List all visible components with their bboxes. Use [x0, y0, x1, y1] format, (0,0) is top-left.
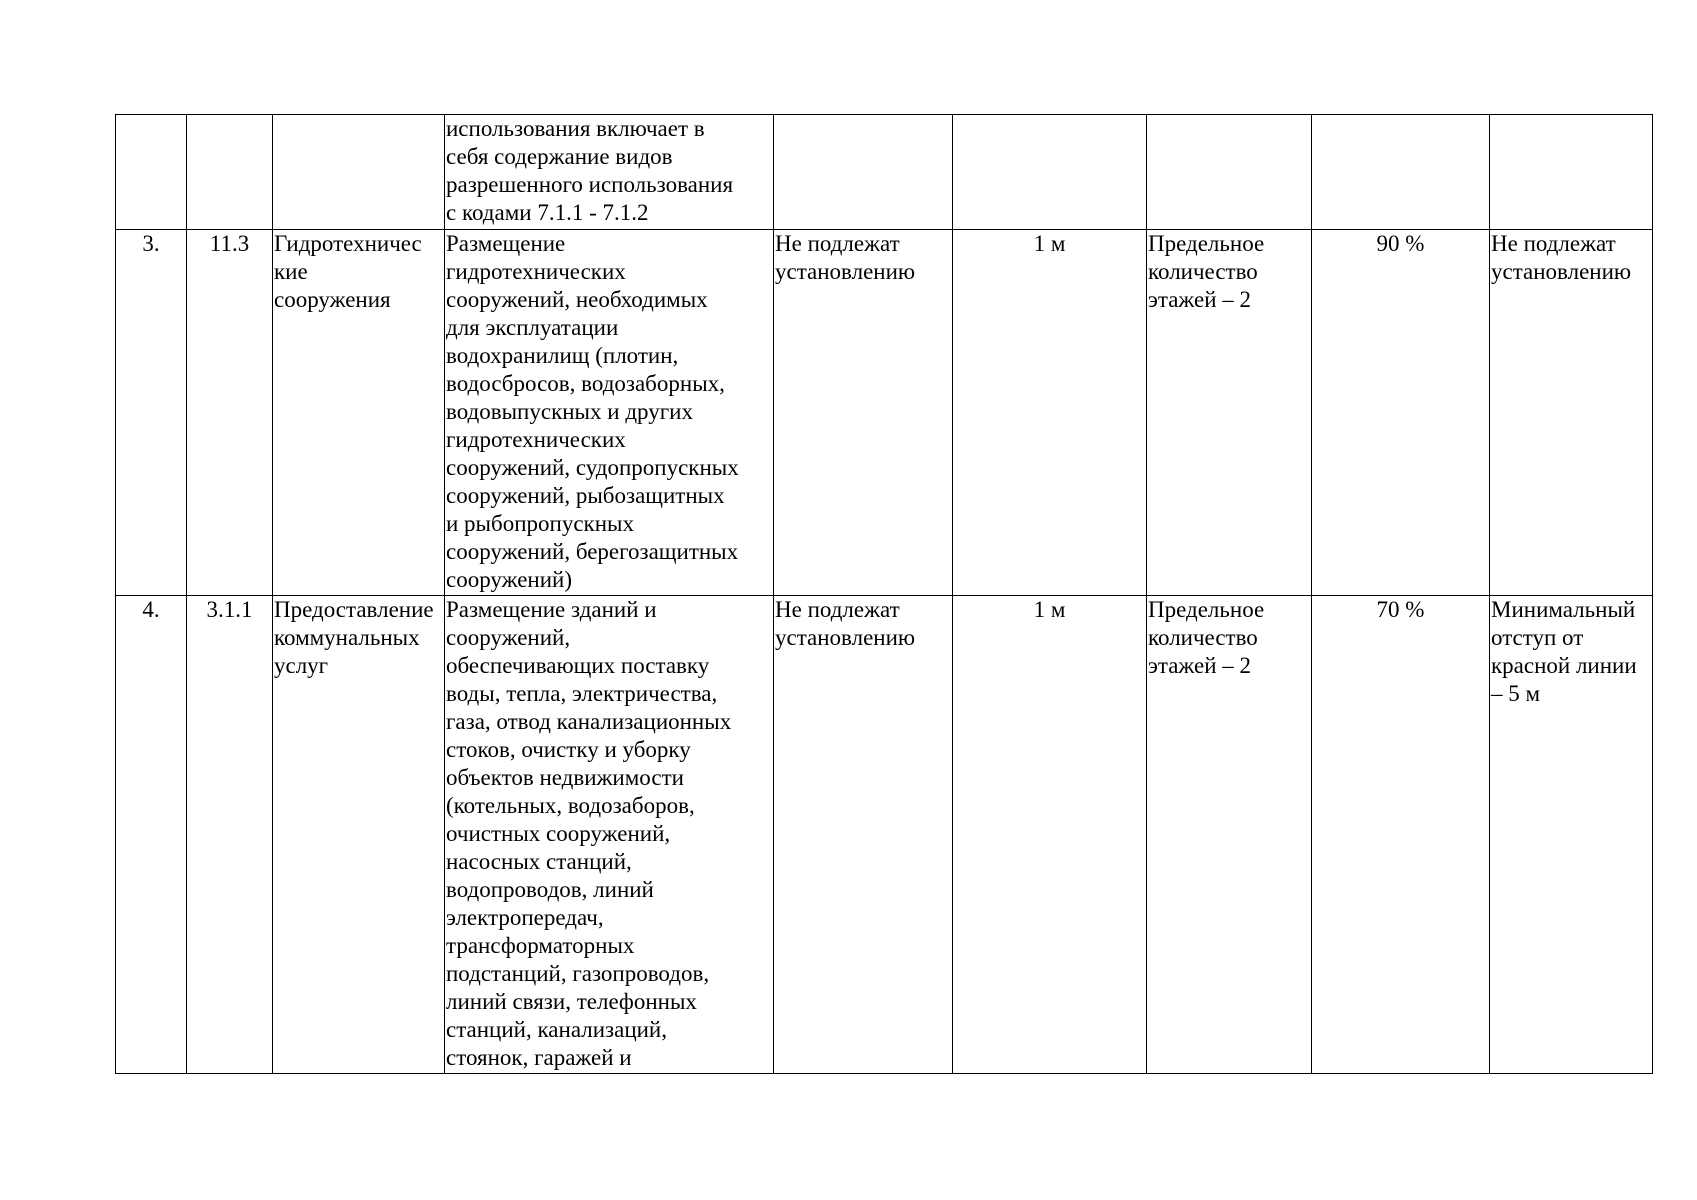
use-name-cell [273, 115, 445, 230]
cell-text-line: использования включает в [446, 116, 705, 141]
cell-text-line: и рыбопропускных [446, 511, 634, 536]
restrictions-cell [1490, 596, 1653, 1074]
cell-text-line: водопроводов, линий [446, 877, 654, 902]
cell-text: 4. [142, 597, 160, 622]
max-floors-cell [1147, 596, 1312, 1074]
cell-text-line: Не подлежат [775, 231, 900, 256]
table-body [116, 115, 1653, 1074]
cell-text-line: насосных станций, [446, 849, 632, 874]
cell-text-line: красной линии [1491, 653, 1637, 678]
cell-text-line: коммунальных [274, 625, 420, 650]
use-code-cell [187, 596, 273, 1074]
cell-text-line: Гидротехничес [274, 231, 422, 256]
cell-text-line: Предоставление [274, 597, 434, 622]
cell-text: 3. [142, 231, 160, 256]
cell-text: 3.1.1 [206, 597, 253, 622]
cell-text-line: – 5 м [1491, 681, 1541, 706]
use-code-cell [187, 230, 273, 596]
cell-text-line: сооружения [274, 287, 391, 312]
row-number-cell [116, 230, 187, 596]
use-code-cell [187, 115, 273, 230]
cell-text: 1 м [1033, 597, 1066, 622]
cell-text-line: Предельное [1148, 597, 1265, 622]
use-description-cell [445, 115, 774, 230]
row-number-cell [116, 115, 187, 230]
cell-text-line: линий связи, телефонных [446, 989, 697, 1014]
cell-text-line: Предельное [1148, 231, 1265, 256]
max-coverage-cell [1312, 230, 1490, 596]
row-number-cell [116, 596, 187, 1074]
use-name-cell [273, 230, 445, 596]
cell-text-line: газа, отвод канализационных [446, 709, 732, 734]
table-row [116, 115, 1653, 230]
cell-text-line: водосбросов, водозаборных, [446, 371, 725, 396]
max-coverage-cell [1312, 115, 1490, 230]
cell-text-line: себя содержание видов [446, 144, 673, 169]
cell-text-line: сооружений, берегозащитных [446, 539, 739, 564]
cell-text-line: этажей – 2 [1148, 287, 1252, 312]
max-floors-cell [1147, 115, 1312, 230]
cell-text-line: кие [274, 259, 308, 284]
restrictions-cell [1490, 230, 1653, 596]
cell-text: 11.3 [209, 231, 250, 256]
regulations-table [115, 114, 1653, 1074]
cell-text-line: (котельных, водозаборов, [446, 793, 695, 818]
cell-text-line: сооружений, необходимых [446, 287, 708, 312]
plot-area-cell [774, 230, 953, 596]
cell-text-line: сооружений) [446, 567, 572, 592]
cell-text-line: стоянок, гаражей и [446, 1045, 632, 1070]
min-setback-cell [953, 115, 1147, 230]
max-coverage-cell [1312, 596, 1490, 1074]
table-row [116, 230, 1653, 596]
cell-text-line: стоков, очистку и уборку [446, 737, 691, 762]
use-description-cell [445, 596, 774, 1074]
cell-text-line: подстанций, газопроводов, [446, 961, 710, 986]
plot-area-cell [774, 115, 953, 230]
min-setback-cell [953, 596, 1147, 1074]
cell-text-line: сооружений, судопропускных [446, 455, 739, 480]
cell-text-line: этажей – 2 [1148, 653, 1252, 678]
cell-text: 1 м [1033, 231, 1066, 256]
restrictions-cell [1490, 115, 1653, 230]
cell-text-line: воды, тепла, электричества, [446, 681, 718, 706]
max-floors-cell [1147, 230, 1312, 596]
cell-text: 70 % [1376, 597, 1425, 622]
cell-text-line: сооружений, [446, 625, 571, 650]
cell-text-line: водохранилищ (плотин, [446, 343, 679, 368]
cell-text-line: очистных сооружений, [446, 821, 671, 846]
cell-text-line: Не подлежат [1491, 231, 1616, 256]
cell-text-line: водовыпускных и других [446, 399, 693, 424]
cell-text-line: объектов недвижимости [446, 765, 684, 790]
cell-text-line: количество [1148, 625, 1258, 650]
cell-text-line: установлению [1491, 259, 1632, 284]
cell-text-line: для эксплуатации [446, 315, 619, 340]
cell-text: 90 % [1376, 231, 1425, 256]
plot-area-cell [774, 596, 953, 1074]
cell-text-line: установлению [775, 259, 916, 284]
cell-text-line: Размещение [446, 231, 566, 256]
cell-text-line: станций, канализаций, [446, 1017, 667, 1042]
cell-text-line: Минимальный [1491, 597, 1636, 622]
table-row [116, 596, 1653, 1074]
min-setback-cell [953, 230, 1147, 596]
cell-text-line: Не подлежат [775, 597, 900, 622]
cell-text-line: гидротехнических [446, 259, 626, 284]
cell-text-line: количество [1148, 259, 1258, 284]
cell-text-line: услуг [274, 653, 329, 678]
cell-text-line: электропередач, [446, 905, 604, 930]
cell-text-line: обеспечивающих поставку [446, 653, 710, 678]
cell-text-line: гидротехнических [446, 427, 626, 452]
use-name-cell [273, 596, 445, 1074]
cell-text-line: сооружений, рыбозащитных [446, 483, 725, 508]
cell-text-line: с кодами 7.1.1 - 7.1.2 [446, 200, 649, 225]
use-description-cell [445, 230, 774, 596]
cell-text-line: установлению [775, 625, 916, 650]
cell-text-line: разрешенного использования [446, 172, 734, 197]
cell-text-line: отступ от [1491, 625, 1584, 650]
cell-text-line: Размещение зданий и [446, 597, 657, 622]
cell-text-line: трансформаторных [446, 933, 635, 958]
